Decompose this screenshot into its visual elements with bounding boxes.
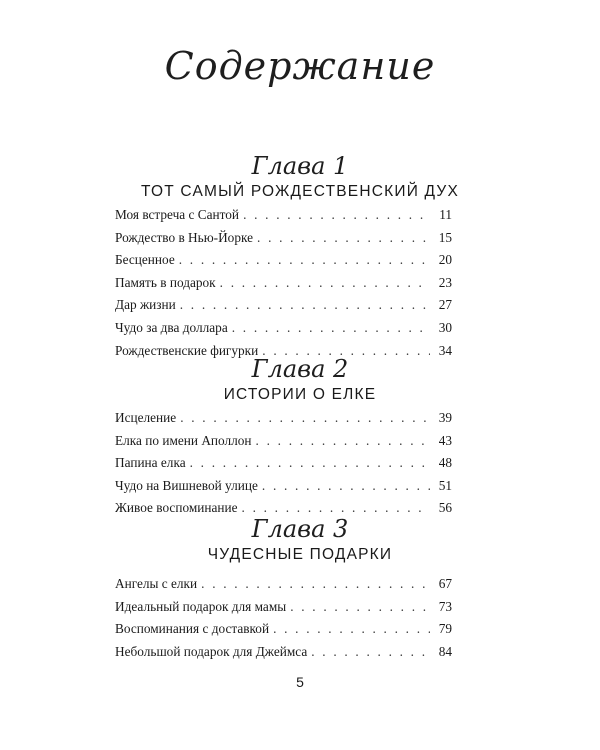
chapter-1-toc [115, 207, 452, 365]
chapter-label: Глава 3 [251, 515, 349, 543]
toc-leader-dots [201, 576, 430, 592]
toc-entry-title: Небольшой подарок для Джеймса [115, 643, 308, 659]
toc-entry-page: 51 [438, 477, 452, 493]
toc-leader-dots [257, 230, 430, 246]
toc-entry-title: Моя встреча с Сантой [115, 207, 240, 222]
toc-entry-page: 84 [438, 643, 452, 659]
toc-entry[interactable] [115, 230, 452, 253]
toc-entry-page: 39 [438, 410, 452, 425]
toc-leader-dots [179, 252, 430, 268]
page-title: Содержание [164, 44, 436, 88]
toc-entry[interactable] [115, 621, 452, 644]
toc-entry-title: Воспоминания с доставкой [115, 621, 270, 637]
toc-entry-title: Чудо на Вишневой улице [115, 477, 258, 493]
toc-entry-title: Идеальный подарок для мамы [115, 598, 287, 614]
toc-entry-page: 48 [438, 455, 452, 471]
chapter-label: Глава 1 [251, 152, 349, 180]
toc-leader-dots [180, 297, 430, 313]
toc-leader-dots [190, 455, 430, 471]
chapter-title: ИСТОРИИ О ЕЛКЕ [223, 386, 377, 403]
toc-entry[interactable] [115, 433, 452, 456]
toc-entry-title: Рождество в Нью-Йорке [115, 229, 254, 245]
toc-leader-dots [262, 478, 430, 494]
toc-entry[interactable] [115, 478, 452, 501]
toc-entry[interactable] [115, 275, 452, 298]
toc-entry-title: Исцеление [115, 410, 177, 425]
toc-entry-page: 11 [439, 207, 452, 222]
toc-leader-dots [273, 621, 430, 637]
toc-leader-dots [290, 599, 430, 615]
toc-leader-dots [311, 644, 430, 660]
toc-entry[interactable] [115, 599, 452, 622]
toc-entry[interactable] [115, 297, 452, 320]
chapter-label: Глава 2 [251, 355, 349, 383]
toc-entry-title: Чудо за два доллара [115, 319, 228, 335]
chapter-title: ЧУДЕСНЫЕ ПОДАРКИ [207, 546, 393, 563]
toc-leader-dots [256, 433, 430, 449]
toc-entry-title: Папина елка [115, 455, 186, 471]
toc-entry-page: 43 [438, 432, 452, 448]
toc-leader-dots [220, 275, 430, 291]
chapter-1-header [0, 152, 600, 202]
toc-entry-page: 30 [438, 319, 452, 335]
toc-entry[interactable] [115, 252, 452, 275]
toc-entry[interactable] [115, 644, 452, 667]
toc-entry-page: 56 [438, 500, 452, 516]
toc-entry-page: 27 [438, 297, 452, 313]
toc-entry-title: Дар жизни [115, 297, 176, 313]
toc-entry-page: 79 [438, 621, 452, 637]
toc-entry-title: Бесценное [115, 252, 175, 268]
toc-entry-page: 20 [438, 252, 452, 268]
toc-entry-page: 73 [438, 598, 452, 614]
chapter-title: ТОТ САМЫЙ РОЖДЕСТВЕНСКИЙ ДУХ [140, 183, 460, 200]
toc-leader-dots [243, 207, 430, 223]
toc-leader-dots [180, 410, 430, 426]
toc-entry[interactable] [115, 207, 452, 230]
toc-entry-title: Елка по имени Аполлон [115, 432, 252, 448]
toc-entry-title: Память в подарок [115, 274, 216, 290]
chapter-3-toc [115, 576, 452, 666]
page-number: 5 [296, 674, 304, 690]
toc-entry-page: 23 [438, 274, 452, 290]
toc-entry[interactable] [115, 410, 452, 433]
toc-entry-page: 67 [438, 576, 452, 591]
toc-entry-title: Живое воспоминание [115, 500, 238, 516]
toc-entry-title: Ангелы с елки [115, 576, 198, 591]
toc-entry-page: 15 [438, 229, 452, 245]
toc-entry[interactable] [115, 576, 452, 599]
toc-entry-title: Рождественские фигурки [115, 342, 259, 358]
chapter-3-header [0, 515, 600, 565]
toc-leader-dots [232, 320, 430, 336]
toc-entry[interactable] [115, 320, 452, 343]
chapter-2-toc [115, 410, 452, 523]
toc-entry-page: 34 [438, 342, 452, 358]
chapter-2-header [0, 355, 600, 405]
toc-leader-dots [242, 500, 430, 516]
toc-entry[interactable] [115, 455, 452, 478]
